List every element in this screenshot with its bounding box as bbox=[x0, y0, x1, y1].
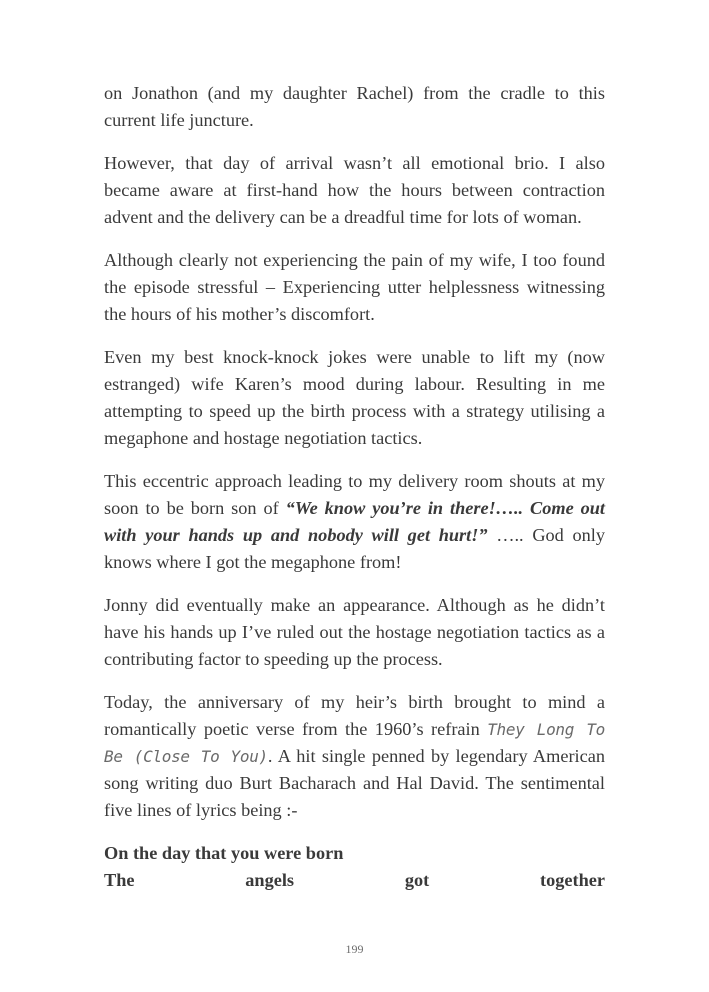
megaphone-quote: “We know you’re in there!….. Come out with your hands up and nobody will get hurt!” bbox=[104, 498, 605, 545]
paragraph-7 bbox=[104, 689, 605, 824]
paragraph-1: on Jonathon (and my daughter Rachel) from the cradle to this current life juncture. bbox=[104, 83, 605, 130]
paragraph-5-intro: This eccentric approach leading to my delivery room shouts at my soon to be born son of bbox=[104, 471, 605, 518]
lyrics-block bbox=[104, 840, 605, 894]
lyric-word: angels bbox=[245, 870, 295, 890]
paragraph-7-intro: Today, the anniversary of my heir’s birth brought to mind a romantically poetic verse from the 1960’s refrain bbox=[104, 692, 605, 739]
paragraph-2: However, that day of arrival wasn’t all emotional brio. I also became aware at first-hand how the hours between contraction advent and the delivery can be a dreadful time for lots of woman. bbox=[104, 153, 605, 227]
paragraph-5-outro: ….. God only knows where I got the megaphone from! bbox=[104, 525, 605, 572]
paragraph-3: Although clearly not experiencing the pain of my wife, I too found the episode stressful – Experiencing utter helplessness witnessing the hours of his mother’s discomfort. bbox=[104, 250, 605, 324]
paragraph-4: Even my best knock-knock jokes were unable to lift my (now estranged) wife Karen’s mood during labour. Resulting in me attempting to speed up the birth process with a strategy utilising a megaphone and hostage negotiation tactics. bbox=[104, 347, 605, 448]
lyric-word: together bbox=[540, 870, 605, 890]
song-title: They Long To Be (Close To You) bbox=[104, 720, 605, 766]
lyric-line-1: On the day that you were born bbox=[104, 843, 344, 863]
lyric-word: got bbox=[404, 870, 430, 890]
page-number: 199 bbox=[345, 942, 364, 956]
paragraph-7-outro: . A hit single penned by legendary American song writing duo Burt Bacharach and Hal David. The sentimental five lines of lyrics being :- bbox=[104, 746, 605, 820]
document-page bbox=[104, 80, 605, 894]
lyric-word: The bbox=[104, 870, 135, 890]
lyric-line-2 bbox=[104, 867, 605, 894]
paragraph-6: Jonny did eventually make an appearance. Although as he didn’t have his hands up I’ve ruled out the hostage negotiation tactics as a contributing factor to speeding up the process. bbox=[104, 595, 605, 669]
paragraph-5 bbox=[104, 468, 605, 576]
